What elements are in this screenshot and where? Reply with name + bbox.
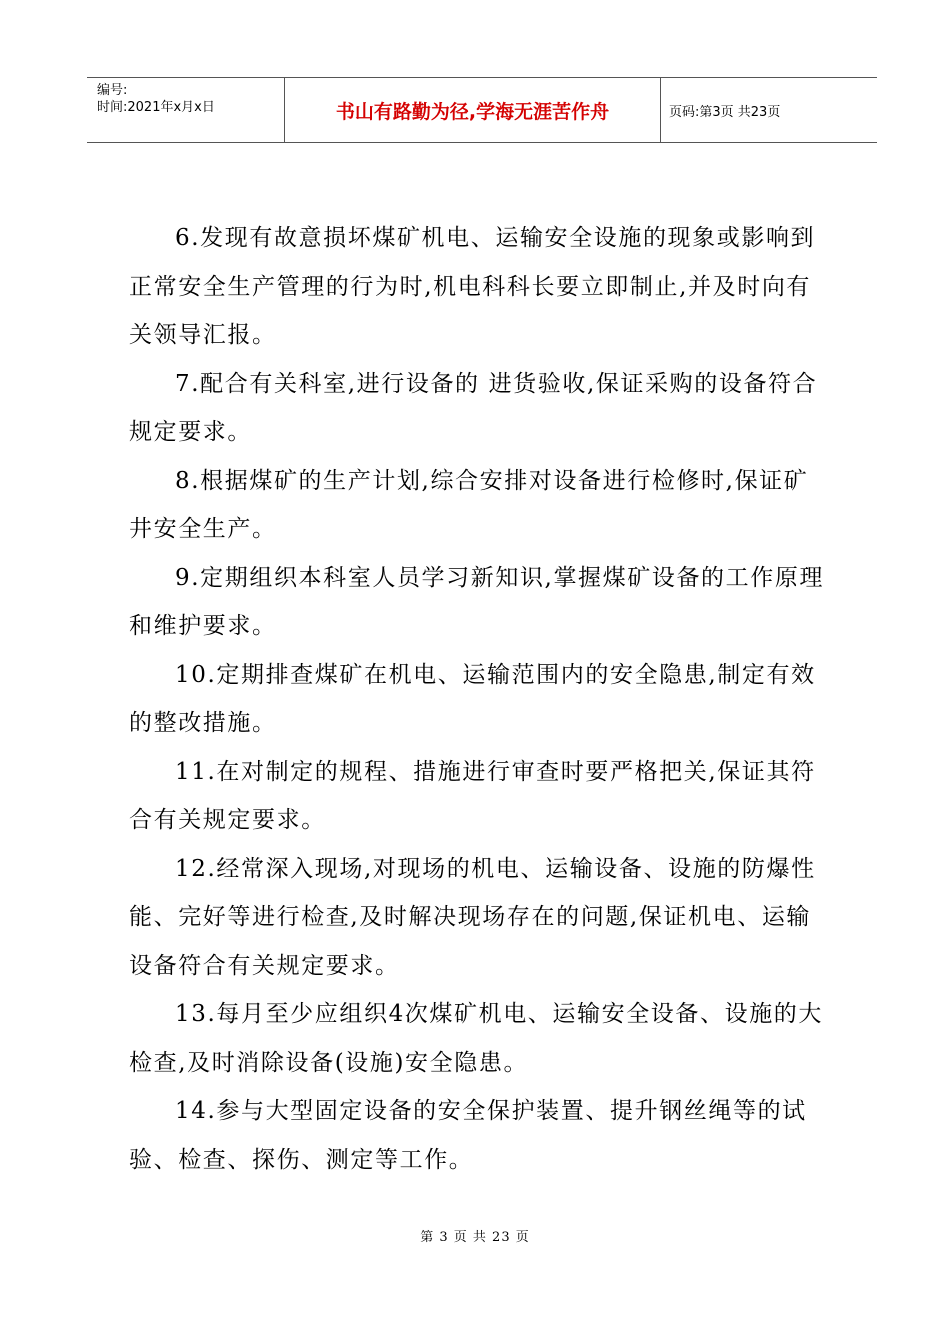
time-label: 时间:2021年x月x日 [97,100,215,115]
paragraph: 14.参与大型固定设备的安全保护装置、提升钢丝绳等的试验、检查、探伤、测定等工作。 [129,1098,807,1173]
serial-number-label: 编号: [97,83,128,98]
paragraph: 6.发现有故意损坏煤矿机电、运输安全设施的现象或影响到正常安全生产管理的行为时,机电科科长要立即制止,并及时向有关领导汇报。 [129,225,816,348]
paragraph: 9.定期组织本科室人员学习新知识,掌握煤矿设备的工作原理和维护要求。 [129,564,825,639]
header-meta [97,82,215,116]
header-page-info: 页码:第3页 共23页 [669,104,781,120]
paragraph: 7.配合有关科室,进行设备的 进货验收,保证采购的设备符合规定要求。 [129,370,818,445]
paragraph: 12.经常深入现场,对现场的机电、运输设备、设施的防爆性能、完好等进行检查,及时解决现场存在的问题,保证机电、运输设备符合有关规定要求。 [129,855,816,979]
page-header [87,77,877,143]
document-body [129,214,831,1184]
page-footer: 第 3 页 共 23 页 [420,1230,530,1245]
header-motto: 书山有路勤为径,学海无涯苦作舟 [335,100,610,123]
paragraph: 11.在对制定的规程、措施进行审查时要严格把关,保证其符合有关规定要求。 [129,758,816,833]
header-divider [660,78,661,142]
paragraph: 8.根据煤矿的生产计划,综合安排对设备进行检修时,保证矿井安全生产。 [129,467,809,542]
paragraph: 10.定期排查煤矿在机电、运输范围内的安全隐患,制定有效的整改措施。 [129,661,816,736]
paragraph: 13.每月至少应组织4次煤矿机电、运输安全设备、设施的大检查,及时消除设备(设施)安全隐患。 [129,1001,824,1076]
